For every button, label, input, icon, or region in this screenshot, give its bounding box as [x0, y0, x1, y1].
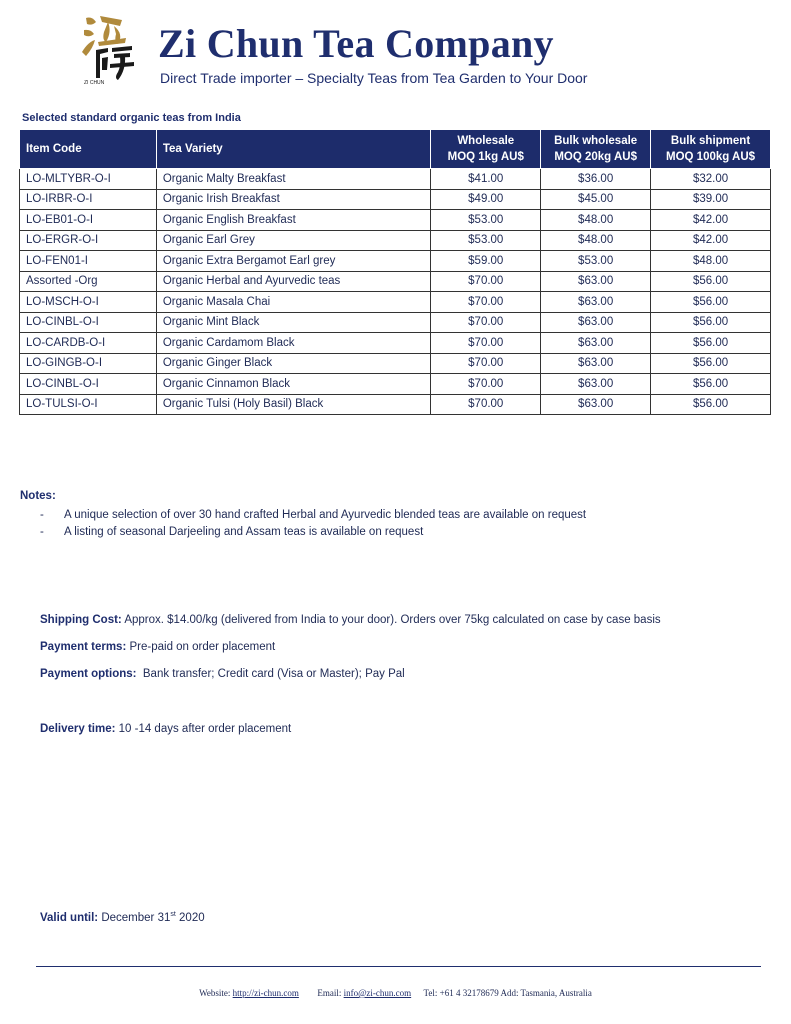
- delivery-time-text: 10 -14 days after order placement: [115, 723, 292, 735]
- footer-divider: [36, 966, 761, 967]
- svg-text:ZI CHUN: ZI CHUN: [84, 80, 105, 86]
- note-text: A listing of seasonal Darjeeling and Assam teas is available on request: [64, 526, 424, 538]
- table-row: [20, 251, 771, 272]
- tea-variety-cell: Organic Tulsi (Holy Basil) Black: [156, 394, 431, 415]
- shipment-price-cell: $32.00: [651, 169, 771, 190]
- footer: [0, 988, 791, 998]
- column-header-bulk-line2: MOQ 20kg AU$: [554, 151, 637, 163]
- wholesale-price-cell: $70.00: [431, 353, 541, 374]
- list-item: [40, 524, 586, 541]
- shipping-cost-text: Approx. $14.00/kg (delivered from India to your door). Orders over 75kg calculated on case by case basis: [121, 614, 661, 626]
- wholesale-price-cell: $49.00: [431, 189, 541, 210]
- tea-variety-cell: Organic Extra Bergamot Earl grey: [156, 251, 431, 272]
- table-row: [20, 169, 771, 190]
- column-header-wholesale: [431, 130, 541, 169]
- bulk-price-cell: $63.00: [541, 333, 651, 354]
- tea-variety-cell: Organic Masala Chai: [156, 292, 431, 313]
- table-row: [20, 292, 771, 313]
- item-code-cell: LO-GINGB-O-I: [20, 353, 157, 374]
- bulk-price-cell: $63.00: [541, 292, 651, 313]
- valid-until-date: December 31: [98, 911, 171, 924]
- payment-terms-line: [40, 641, 275, 653]
- shipment-price-cell: $56.00: [651, 333, 771, 354]
- email-link[interactable]: info@zi-chun.com: [343, 988, 412, 998]
- shipment-price-cell: $39.00: [651, 189, 771, 210]
- tea-variety-cell: Organic Cinnamon Black: [156, 374, 431, 395]
- payment-options-text: Bank transfer; Credit card (Visa or Master); Pay Pal: [136, 668, 405, 680]
- item-code-cell: LO-MSCH-O-I: [20, 292, 157, 313]
- shipment-price-cell: $56.00: [651, 312, 771, 333]
- delivery-time-line: [40, 723, 291, 735]
- tea-variety-cell: Organic Cardamom Black: [156, 333, 431, 354]
- dash-bullet: -: [40, 526, 44, 538]
- item-code-cell: LO-TULSI-O-I: [20, 394, 157, 415]
- column-header-shipment-line1: Bulk shipment: [670, 135, 751, 147]
- shipment-price-cell: $56.00: [651, 292, 771, 313]
- table-row: [20, 210, 771, 231]
- column-header-item-code: Item Code: [20, 130, 157, 169]
- column-header-bulk-shipment: [651, 130, 771, 169]
- bulk-price-cell: $63.00: [541, 312, 651, 333]
- tea-variety-cell: Organic English Breakfast: [156, 210, 431, 231]
- wholesale-price-cell: $41.00: [431, 169, 541, 190]
- website-link[interactable]: http://zi-chun.com: [232, 988, 299, 998]
- tea-variety-cell: Organic Earl Grey: [156, 230, 431, 251]
- table-row: [20, 230, 771, 251]
- table-row: [20, 189, 771, 210]
- shipment-price-cell: $42.00: [651, 210, 771, 231]
- column-header-shipment-line2: MOQ 100kg AU$: [666, 151, 756, 163]
- table-row: [20, 271, 771, 292]
- bulk-price-cell: $63.00: [541, 353, 651, 374]
- wholesale-price-cell: $70.00: [431, 312, 541, 333]
- bulk-price-cell: $63.00: [541, 271, 651, 292]
- valid-until-label: Valid until:: [40, 911, 99, 924]
- item-code-cell: LO-FEN01-I: [20, 251, 157, 272]
- shipping-cost-label: Shipping Cost:: [40, 614, 122, 626]
- valid-until-ordinal: st: [170, 911, 176, 918]
- payment-options-label: Payment options:: [40, 668, 137, 680]
- table-row: [20, 312, 771, 333]
- shipment-price-cell: $56.00: [651, 394, 771, 415]
- list-item: [40, 507, 586, 524]
- wholesale-price-cell: $70.00: [431, 394, 541, 415]
- column-header-wholesale-line1: Wholesale: [457, 135, 515, 147]
- wholesale-price-cell: $53.00: [431, 230, 541, 251]
- item-code-cell: LO-ERGR-O-I: [20, 230, 157, 251]
- shipment-price-cell: $56.00: [651, 353, 771, 374]
- bulk-price-cell: $48.00: [541, 230, 651, 251]
- bulk-price-cell: $36.00: [541, 169, 651, 190]
- delivery-time-label: Delivery time:: [40, 723, 116, 735]
- shipment-price-cell: $56.00: [651, 374, 771, 395]
- section-title: Selected standard organic teas from India: [22, 112, 241, 124]
- item-code-cell: LO-CINBL-O-I: [20, 312, 157, 333]
- item-code-cell: LO-CARDB-O-I: [20, 333, 157, 354]
- wholesale-price-cell: $70.00: [431, 271, 541, 292]
- note-text: A unique selection of over 30 hand crafted Herbal and Ayurvedic blended teas are available on request: [64, 509, 587, 521]
- bulk-price-cell: $63.00: [541, 394, 651, 415]
- payment-options-line: [40, 668, 405, 680]
- item-code-cell: LO-EB01-O-I: [20, 210, 157, 231]
- column-header-tea-variety: Tea Variety: [156, 130, 431, 169]
- wholesale-price-cell: $70.00: [431, 333, 541, 354]
- bulk-price-cell: $63.00: [541, 374, 651, 395]
- bulk-price-cell: $45.00: [541, 189, 651, 210]
- table-row: [20, 394, 771, 415]
- company-name: Zi Chun Tea Company: [158, 21, 554, 66]
- tea-price-table: [19, 129, 771, 415]
- wholesale-price-cell: $70.00: [431, 292, 541, 313]
- email-label: Email:: [317, 988, 342, 998]
- item-code-cell: LO-CINBL-O-I: [20, 374, 157, 395]
- wholesale-price-cell: $53.00: [431, 210, 541, 231]
- bulk-price-cell: $48.00: [541, 210, 651, 231]
- shipment-price-cell: $48.00: [651, 251, 771, 272]
- column-header-bulk-line1: Bulk wholesale: [554, 135, 638, 147]
- company-tagline: Direct Trade importer – Specialty Teas from Tea Garden to Your Door: [160, 70, 588, 86]
- tea-variety-cell: Organic Irish Breakfast: [156, 189, 431, 210]
- table-row: [20, 374, 771, 395]
- tea-variety-cell: Organic Malty Breakfast: [156, 169, 431, 190]
- wholesale-price-cell: $70.00: [431, 374, 541, 395]
- tea-variety-cell: Organic Ginger Black: [156, 353, 431, 374]
- table-header-row: [20, 130, 771, 169]
- company-logo: [78, 12, 142, 86]
- tea-variety-cell: Organic Mint Black: [156, 312, 431, 333]
- item-code-cell: LO-IRBR-O-I: [20, 189, 157, 210]
- payment-terms-label: Payment terms:: [40, 641, 127, 653]
- shipping-cost-line: [40, 614, 661, 626]
- table-row: [20, 333, 771, 354]
- payment-terms-text: Pre-paid on order placement: [126, 641, 276, 653]
- table-row: [20, 353, 771, 374]
- wholesale-price-cell: $59.00: [431, 251, 541, 272]
- website-label: Website:: [199, 988, 231, 998]
- tea-variety-cell: Organic Herbal and Ayurvedic teas: [156, 271, 431, 292]
- valid-until-year: 2020: [175, 911, 205, 924]
- bulk-price-cell: $53.00: [541, 251, 651, 272]
- column-header-bulk-wholesale: [541, 130, 651, 169]
- shipment-price-cell: $42.00: [651, 230, 771, 251]
- item-code-cell: LO-MLTYBR-O-I: [20, 169, 157, 190]
- column-header-wholesale-line2: MOQ 1kg AU$: [447, 151, 524, 163]
- item-code-cell: Assorted -Org: [20, 271, 157, 292]
- dash-bullet: -: [40, 509, 44, 521]
- valid-until-line: [40, 911, 205, 924]
- shipment-price-cell: $56.00: [651, 271, 771, 292]
- contact-details: Tel: +61 4 32178679 Add: Tasmania, Australia: [423, 988, 592, 998]
- notes-heading: Notes:: [20, 490, 56, 502]
- notes-list: [40, 507, 586, 541]
